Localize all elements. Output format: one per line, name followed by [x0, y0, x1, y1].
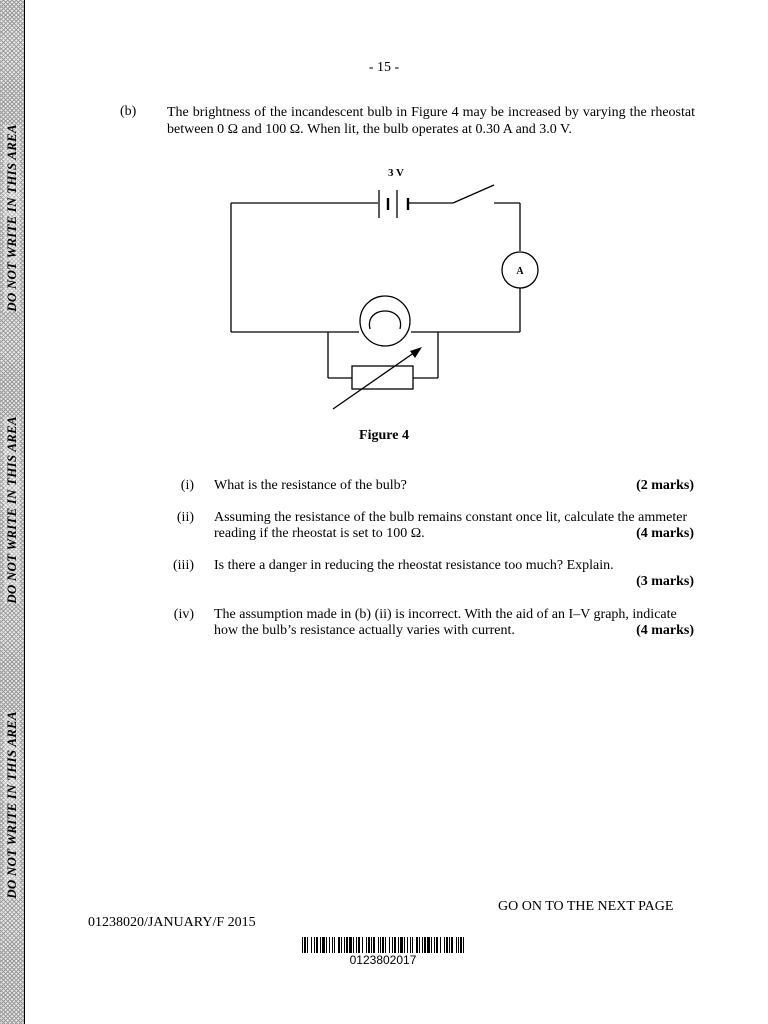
- barcode-bar: [456, 937, 457, 953]
- barcode-bar: [311, 937, 312, 953]
- subpart-text-i: [214, 478, 694, 494]
- barcode-bar: [398, 937, 399, 953]
- barcode-bar: [353, 937, 354, 953]
- margin-border-line: [24, 0, 25, 1024]
- barcode-bar: [341, 937, 342, 953]
- barcode-bar: [371, 937, 372, 953]
- ammeter-label: A: [516, 266, 524, 277]
- barcode-bar: [404, 937, 405, 953]
- subpart-text-ii: [214, 510, 694, 542]
- barcode-bar: [424, 937, 426, 953]
- barcode-bar: [362, 937, 363, 953]
- subpart-text-iii-body: Is there a danger in reducing the rheostat resistance too much? Explain.: [214, 558, 614, 573]
- question-part-label: (b): [120, 104, 137, 119]
- barcode-bar: [463, 937, 464, 953]
- barcode-bar: [373, 937, 375, 953]
- barcode-bar: [338, 937, 340, 953]
- barcode-bar: [427, 937, 430, 953]
- subpart-number-iii: (iii): [173, 558, 194, 573]
- subpart-number-iv: (iv): [173, 607, 194, 622]
- question-part-text: The brightness of the incandescent bulb in Figure 4 may be increased by varying the rheostat between 0 Ω and 100 Ω. When lit, the bulb operates at 0.30 A and 3.0 V.: [167, 105, 695, 137]
- margin-warning-bottom: DO NOT WRITE IN THIS AREA: [4, 711, 19, 899]
- subpart-number-i: (i): [180, 478, 194, 493]
- subpart-marks-i: (2 marks): [636, 478, 694, 493]
- barcode-bar: [416, 937, 418, 953]
- paper-code: 01238020/JANUARY/F 2015: [88, 915, 256, 930]
- subpart-marks-iv: (4 marks): [636, 623, 694, 638]
- bulb-filament: [369, 311, 400, 329]
- barcode-bar: [378, 937, 379, 953]
- barcode-bar: [346, 937, 348, 953]
- margin-warning-top: DO NOT WRITE IN THIS AREA: [4, 124, 19, 312]
- subpart-text-i-body: What is the resistance of the bulb?: [214, 478, 407, 493]
- bulb-circle: [360, 296, 410, 346]
- barcode-bar: [460, 937, 462, 953]
- barcode-number: 0123802017: [349, 953, 417, 967]
- switch-lever: [453, 185, 494, 203]
- barcode-bar: [334, 937, 335, 953]
- barcode-bar: [302, 937, 303, 953]
- barcode-bar: [440, 937, 441, 953]
- page-number: - 15 -: [368, 60, 400, 75]
- subpart-text-iv-body: The assumption made in (b) (ii) is incorrect. With the aid of an I–V graph, indicate how the bulb’s resistance actually varies with current.: [214, 607, 677, 638]
- barcode-bar: [449, 937, 450, 953]
- barcode-bar: [329, 937, 330, 953]
- barcode-bar: [332, 937, 333, 953]
- barcode-bar: [368, 937, 370, 953]
- barcode-bar: [380, 937, 381, 953]
- barcode-bar: [451, 937, 453, 953]
- barcode: [302, 937, 464, 953]
- barcode-bar: [316, 937, 318, 953]
- barcode-bar: [444, 937, 445, 953]
- barcode-bar: [446, 937, 448, 953]
- barcode-bar: [431, 937, 432, 953]
- barcode-bar: [407, 937, 408, 953]
- subpart-marks-ii: (4 marks): [636, 526, 694, 541]
- barcode-bar: [389, 937, 390, 953]
- barcode-bar: [356, 937, 357, 953]
- rheostat-arrow-head: [410, 347, 422, 358]
- figure-caption: Figure 4: [359, 428, 409, 443]
- barcode-bar: [344, 937, 345, 953]
- rheostat-body: [352, 366, 413, 389]
- barcode-bar: [436, 937, 438, 953]
- barcode-bar: [392, 937, 393, 953]
- barcode-bar: [400, 937, 403, 953]
- barcode-bar: [322, 937, 325, 953]
- rheostat-arrow-line: [333, 350, 418, 409]
- barcode-bar: [410, 937, 411, 953]
- subpart-number-ii: (ii): [176, 510, 194, 525]
- subpart-text-iii: [214, 558, 694, 590]
- barcode-bar: [349, 937, 352, 953]
- barcode-bar: [422, 937, 423, 953]
- barcode-bar: [320, 937, 321, 953]
- barcode-bar: [326, 937, 327, 953]
- circuit-figure: [200, 160, 560, 420]
- barcode-bar: [358, 937, 360, 953]
- subpart-text-ii-body: Assuming the resistance of the bulb remains constant once lit, calculate the ammeter reading if the rheostat is set to 100 Ω.: [214, 510, 688, 541]
- barcode-bar: [458, 937, 459, 953]
- barcode-bar: [412, 937, 413, 953]
- barcode-bar: [314, 937, 315, 953]
- barcode-bar: [434, 937, 435, 953]
- subpart-text-iv: [214, 607, 694, 639]
- battery-label: 3 V: [388, 167, 404, 179]
- barcode-bar: [394, 937, 396, 953]
- barcode-bar: [419, 937, 420, 953]
- barcode-bar: [366, 937, 367, 953]
- barcode-bar: [304, 937, 306, 953]
- barcode-bar: [382, 937, 384, 953]
- circuit-diagram: [200, 160, 560, 420]
- barcode-bar: [307, 937, 308, 953]
- margin-warning-middle: DO NOT WRITE IN THIS AREA: [4, 416, 19, 604]
- go-on-next-page: GO ON TO THE NEXT PAGE: [498, 899, 674, 914]
- barcode-bar: [385, 937, 386, 953]
- subpart-marks-iii: (3 marks): [636, 574, 694, 589]
